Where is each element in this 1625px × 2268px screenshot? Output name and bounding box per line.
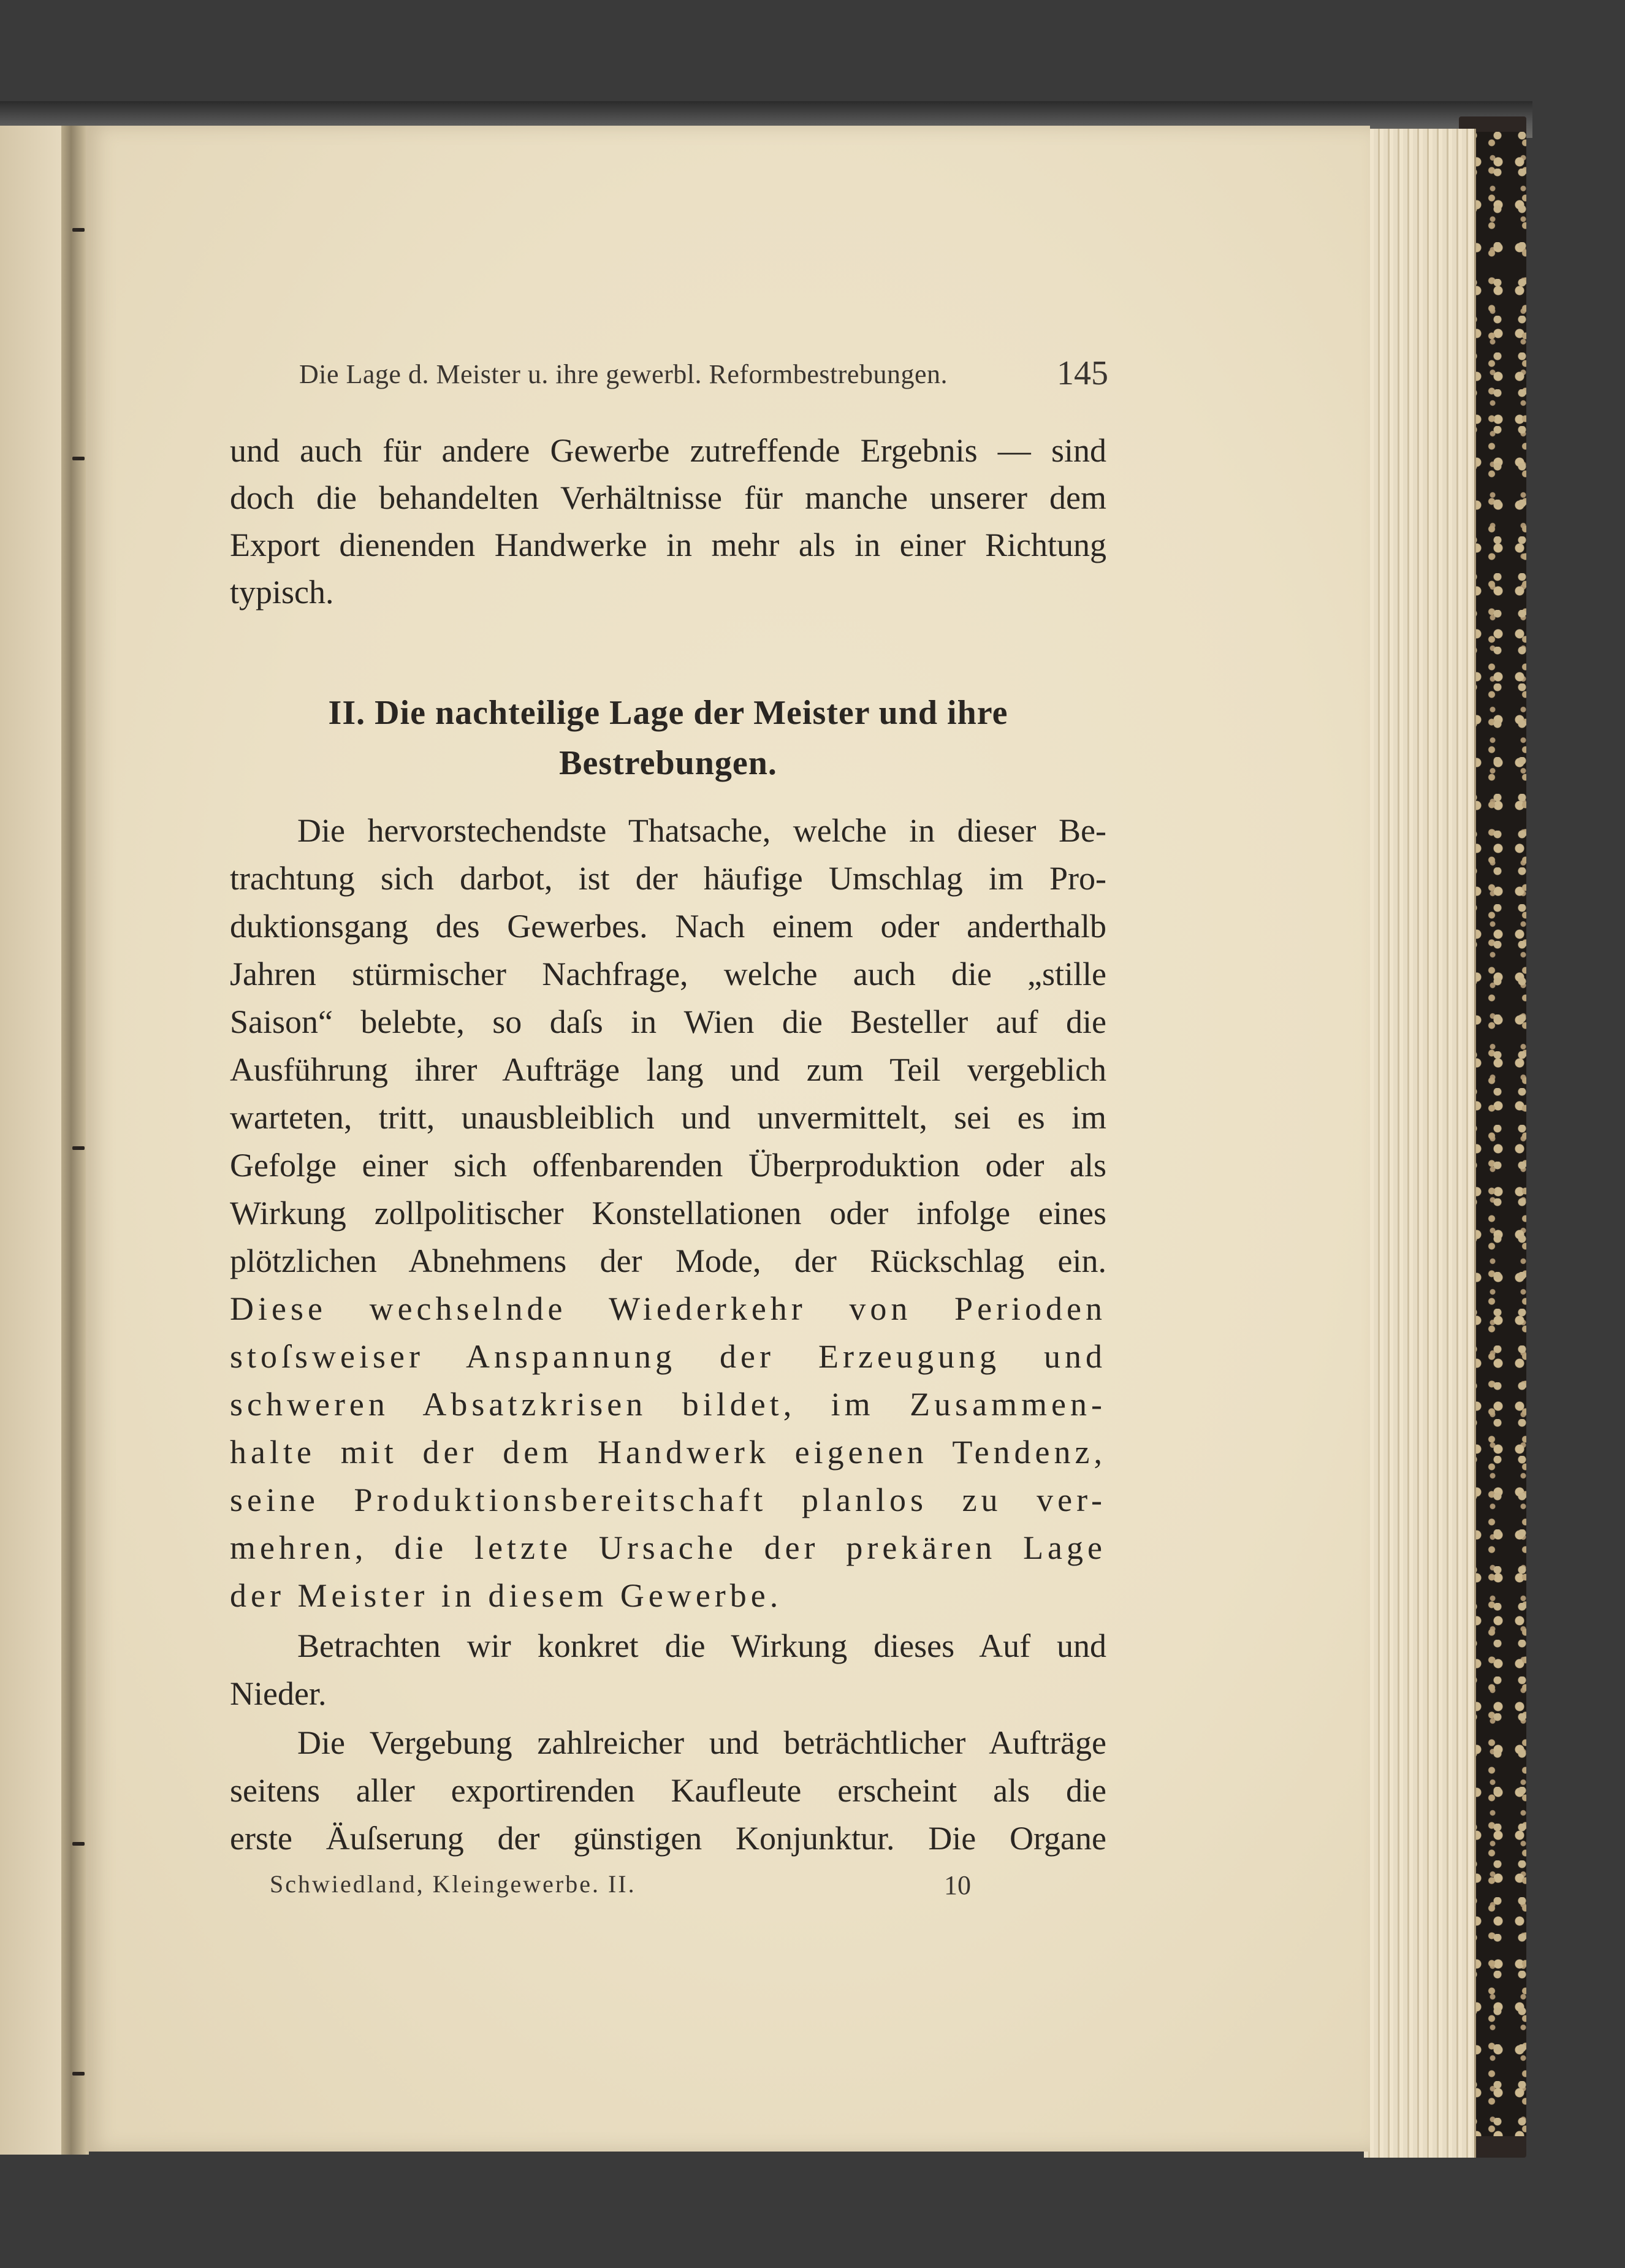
sheet-number: 10 (944, 1870, 971, 1900)
page-stack-edge (1364, 129, 1476, 2158)
binding-stitch (72, 457, 85, 460)
binding-stitch (72, 228, 85, 232)
text-line: Jahren stürmischer Nachfrage, welche auch die „stille (230, 956, 1106, 992)
text-line: Die Vergebung zahlreicher und beträchtlicher Aufträge (297, 1724, 1106, 1761)
binding-stitch (72, 2072, 85, 2076)
text-line: und auch für andere Gewerbe zutreffende Ergebnis — sind (230, 432, 1106, 469)
running-header (299, 354, 1108, 392)
heading-line: Bestrebungen. (559, 744, 777, 782)
text-line: Saison“ belebte, so daſs in Wien die Besteller auf die (230, 1003, 1106, 1040)
marbled-cover (1468, 132, 1526, 2136)
book-gutter (61, 126, 86, 2155)
text-line: Die hervorstechendste Thatsache, welche in dieser Be- (297, 812, 1106, 849)
text-line-emphasis: seine Produktionsbereitschaft planlos zu ver- (230, 1482, 1106, 1518)
text-line: plötzlichen Abnehmens der Mode, der Rückschlag ein. (230, 1242, 1106, 1279)
text-line: duktionsgang des Gewerbes. Nach einem oder anderthalb (230, 908, 1106, 945)
binding-stitch (72, 1842, 85, 1846)
text-line: Export dienenden Handwerke in mehr als in einer Richtung (230, 527, 1106, 563)
text-line-emphasis: mehren, die letzte Ursache der prekären Lage (230, 1529, 1106, 1566)
text-line: seitens aller exportirenden Kaufleute erscheint als die (230, 1772, 1106, 1809)
text-line: Ausführung ihrer Aufträge lang und zum Teil vergeblich (230, 1051, 1106, 1088)
heading-line: II. Die nachteilige Lage der Meister und ihre (328, 694, 1008, 732)
text-line: typisch. (230, 574, 334, 611)
text-line: trachtung sich darbot, ist der häufige Umschlag im Pro- (230, 860, 1106, 897)
text-line-emphasis: halte mit der dem Handwerk eigenen Tendenz, (230, 1434, 1106, 1471)
running-title: Die Lage d. Meister u. ihre gewerbl. Reformbestrebungen. (299, 359, 948, 389)
text-line: Gefolge einer sich offenbarenden Überproduktion oder als (230, 1147, 1106, 1184)
text-line-emphasis: schweren Absatzkrisen bildet, im Zusammen- (230, 1386, 1106, 1423)
text-line: Betrachten wir konkret die Wirkung dieses Auf und (297, 1627, 1106, 1664)
text-line: erste Äuſserung der günstigen Konjunktur. Die Organe (230, 1820, 1106, 1857)
page-number: 145 (1057, 354, 1108, 392)
binding-stitch (72, 1146, 85, 1150)
text-line-emphasis: Diese wechselnde Wiederkehr von Perioden (230, 1290, 1106, 1327)
signature-line: Schwiedland, Kleingewerbe. II. (270, 1870, 636, 1898)
page-footer (270, 1870, 975, 1898)
text-line-emphasis: stoſsweiser Anspannung der Erzeugung und (230, 1338, 1106, 1375)
text-line: doch die behandelten Verhältnisse für manche unserer dem (230, 479, 1106, 516)
text-line: Nieder. (230, 1675, 327, 1712)
text-line: warteten, tritt, unausbleiblich und unvermittelt, sei es im (230, 1099, 1106, 1136)
text-line-emphasis: der Meister in diesem Gewerbe. (230, 1577, 783, 1614)
text-line: Wirkung zollpolitischer Konstellationen oder infolge eines (230, 1195, 1106, 1231)
